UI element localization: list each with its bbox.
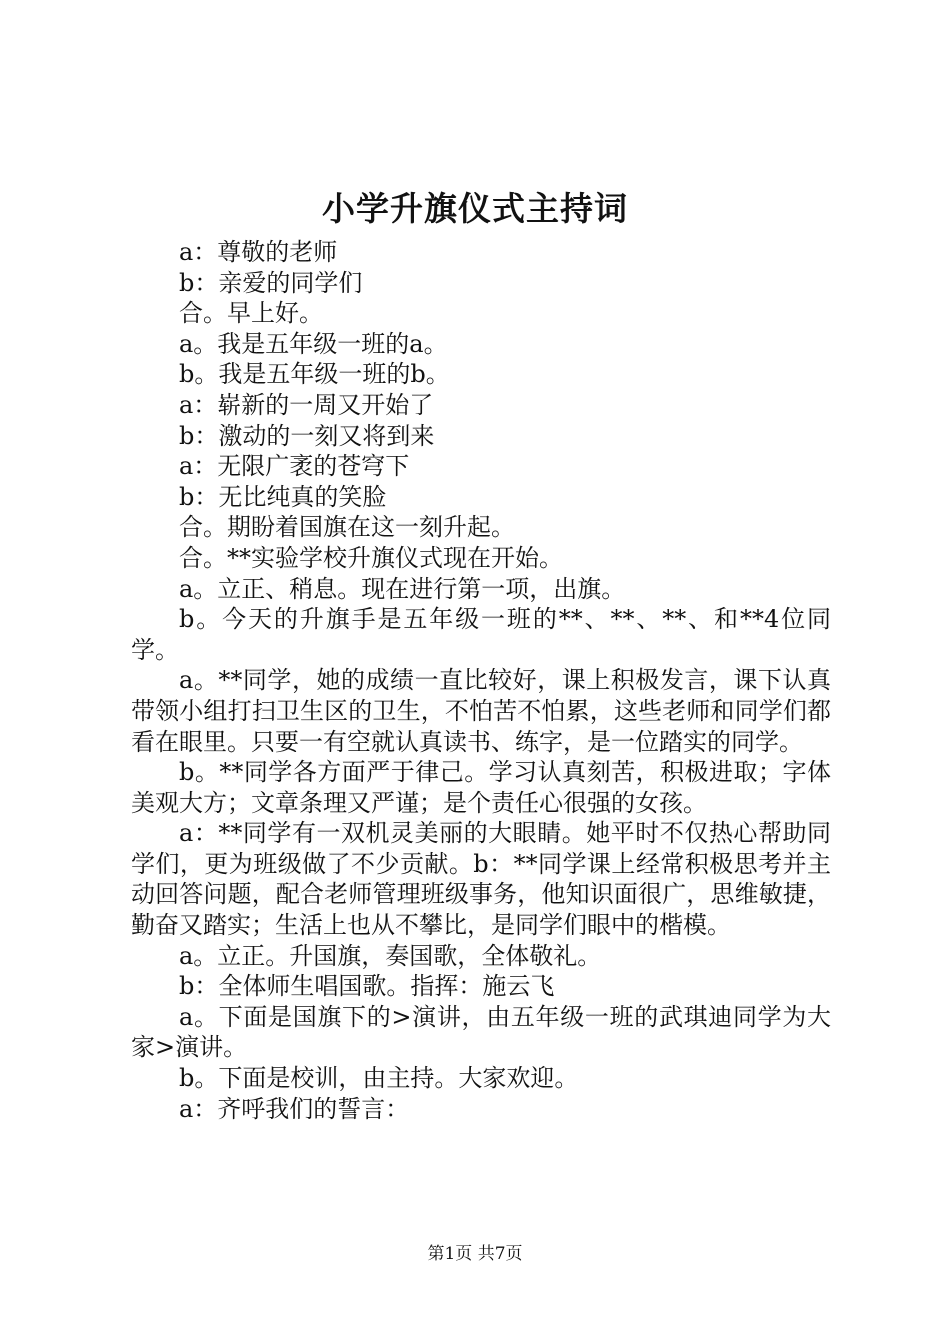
paragraph: b。下面是校训，由主持。大家欢迎。 — [179, 1064, 579, 1093]
paragraph: 合。期盼着国旗在这一刻升起。 — [179, 513, 515, 542]
paragraph: b：亲爱的同学们 — [179, 268, 363, 297]
paragraph: a。下面是国旗下的>演讲，由五年级一班的武琪迪同学为大家>演讲。 — [131, 1002, 831, 1062]
paragraph: 合。**实验学校升旗仪式现在开始。 — [179, 543, 563, 572]
paragraph: b。今天的升旗手是五年级一班的**、**、**、和**4位同学。 — [131, 605, 831, 664]
paragraph: b。我是五年级一班的b。 — [179, 360, 450, 389]
paragraph: 合。早上好。 — [179, 299, 323, 328]
paragraph: a。我是五年级一班的a。 — [179, 329, 448, 358]
paragraph: b。**同学各方面严于律己。学习认真刻苦，积极进取；字体美观大方；文章条理又严谨；是个责任心很强的女孩。 — [131, 758, 831, 817]
paragraph: a。**同学，她的成绩一直比较好，课上积极发言，课下认真带领小组打扫卫生区的卫生，不怕苦不怕累，这些老师和同学们都看在眼里。只要一有空就认真读书、练字，是一位踏实的同学。 — [131, 666, 831, 756]
paragraph: b：全体师生唱国歌。指挥：施云飞 — [179, 972, 555, 1001]
paragraph: a：齐呼我们的誓言： — [179, 1094, 410, 1123]
paragraph: a：崭新的一周又开始了 — [179, 390, 434, 419]
paragraph: a：无限广袤的苍穹下 — [179, 452, 410, 481]
document-title: 小学升旗仪式主持词 — [322, 189, 628, 228]
paragraph: a。立正。升国旗，奏国歌，全体敬礼。 — [179, 941, 602, 970]
page-number-footer: 第1页 共7页 — [427, 1244, 523, 1264]
paragraph: a：**同学有一双机灵美丽的大眼睛。她平时不仅热心帮助同学们，更为班级做了不少贡献。b：**同学课上经常积极思考并主动回答问题，配合老师管理班级事务，他知识面很广，思维敏捷，勤奋又踏实；生活上也从不攀比，是同学们眼中的楷模。 — [131, 819, 831, 940]
paragraph: b：激动的一刻又将到来 — [179, 421, 435, 450]
paragraph: b：无比纯真的笑脸 — [179, 482, 387, 511]
document-body — [131, 237, 831, 1124]
paragraph: a。立正、稍息。现在进行第一项，出旗。 — [179, 574, 626, 603]
paragraph: a：尊敬的老师 — [179, 238, 338, 266]
